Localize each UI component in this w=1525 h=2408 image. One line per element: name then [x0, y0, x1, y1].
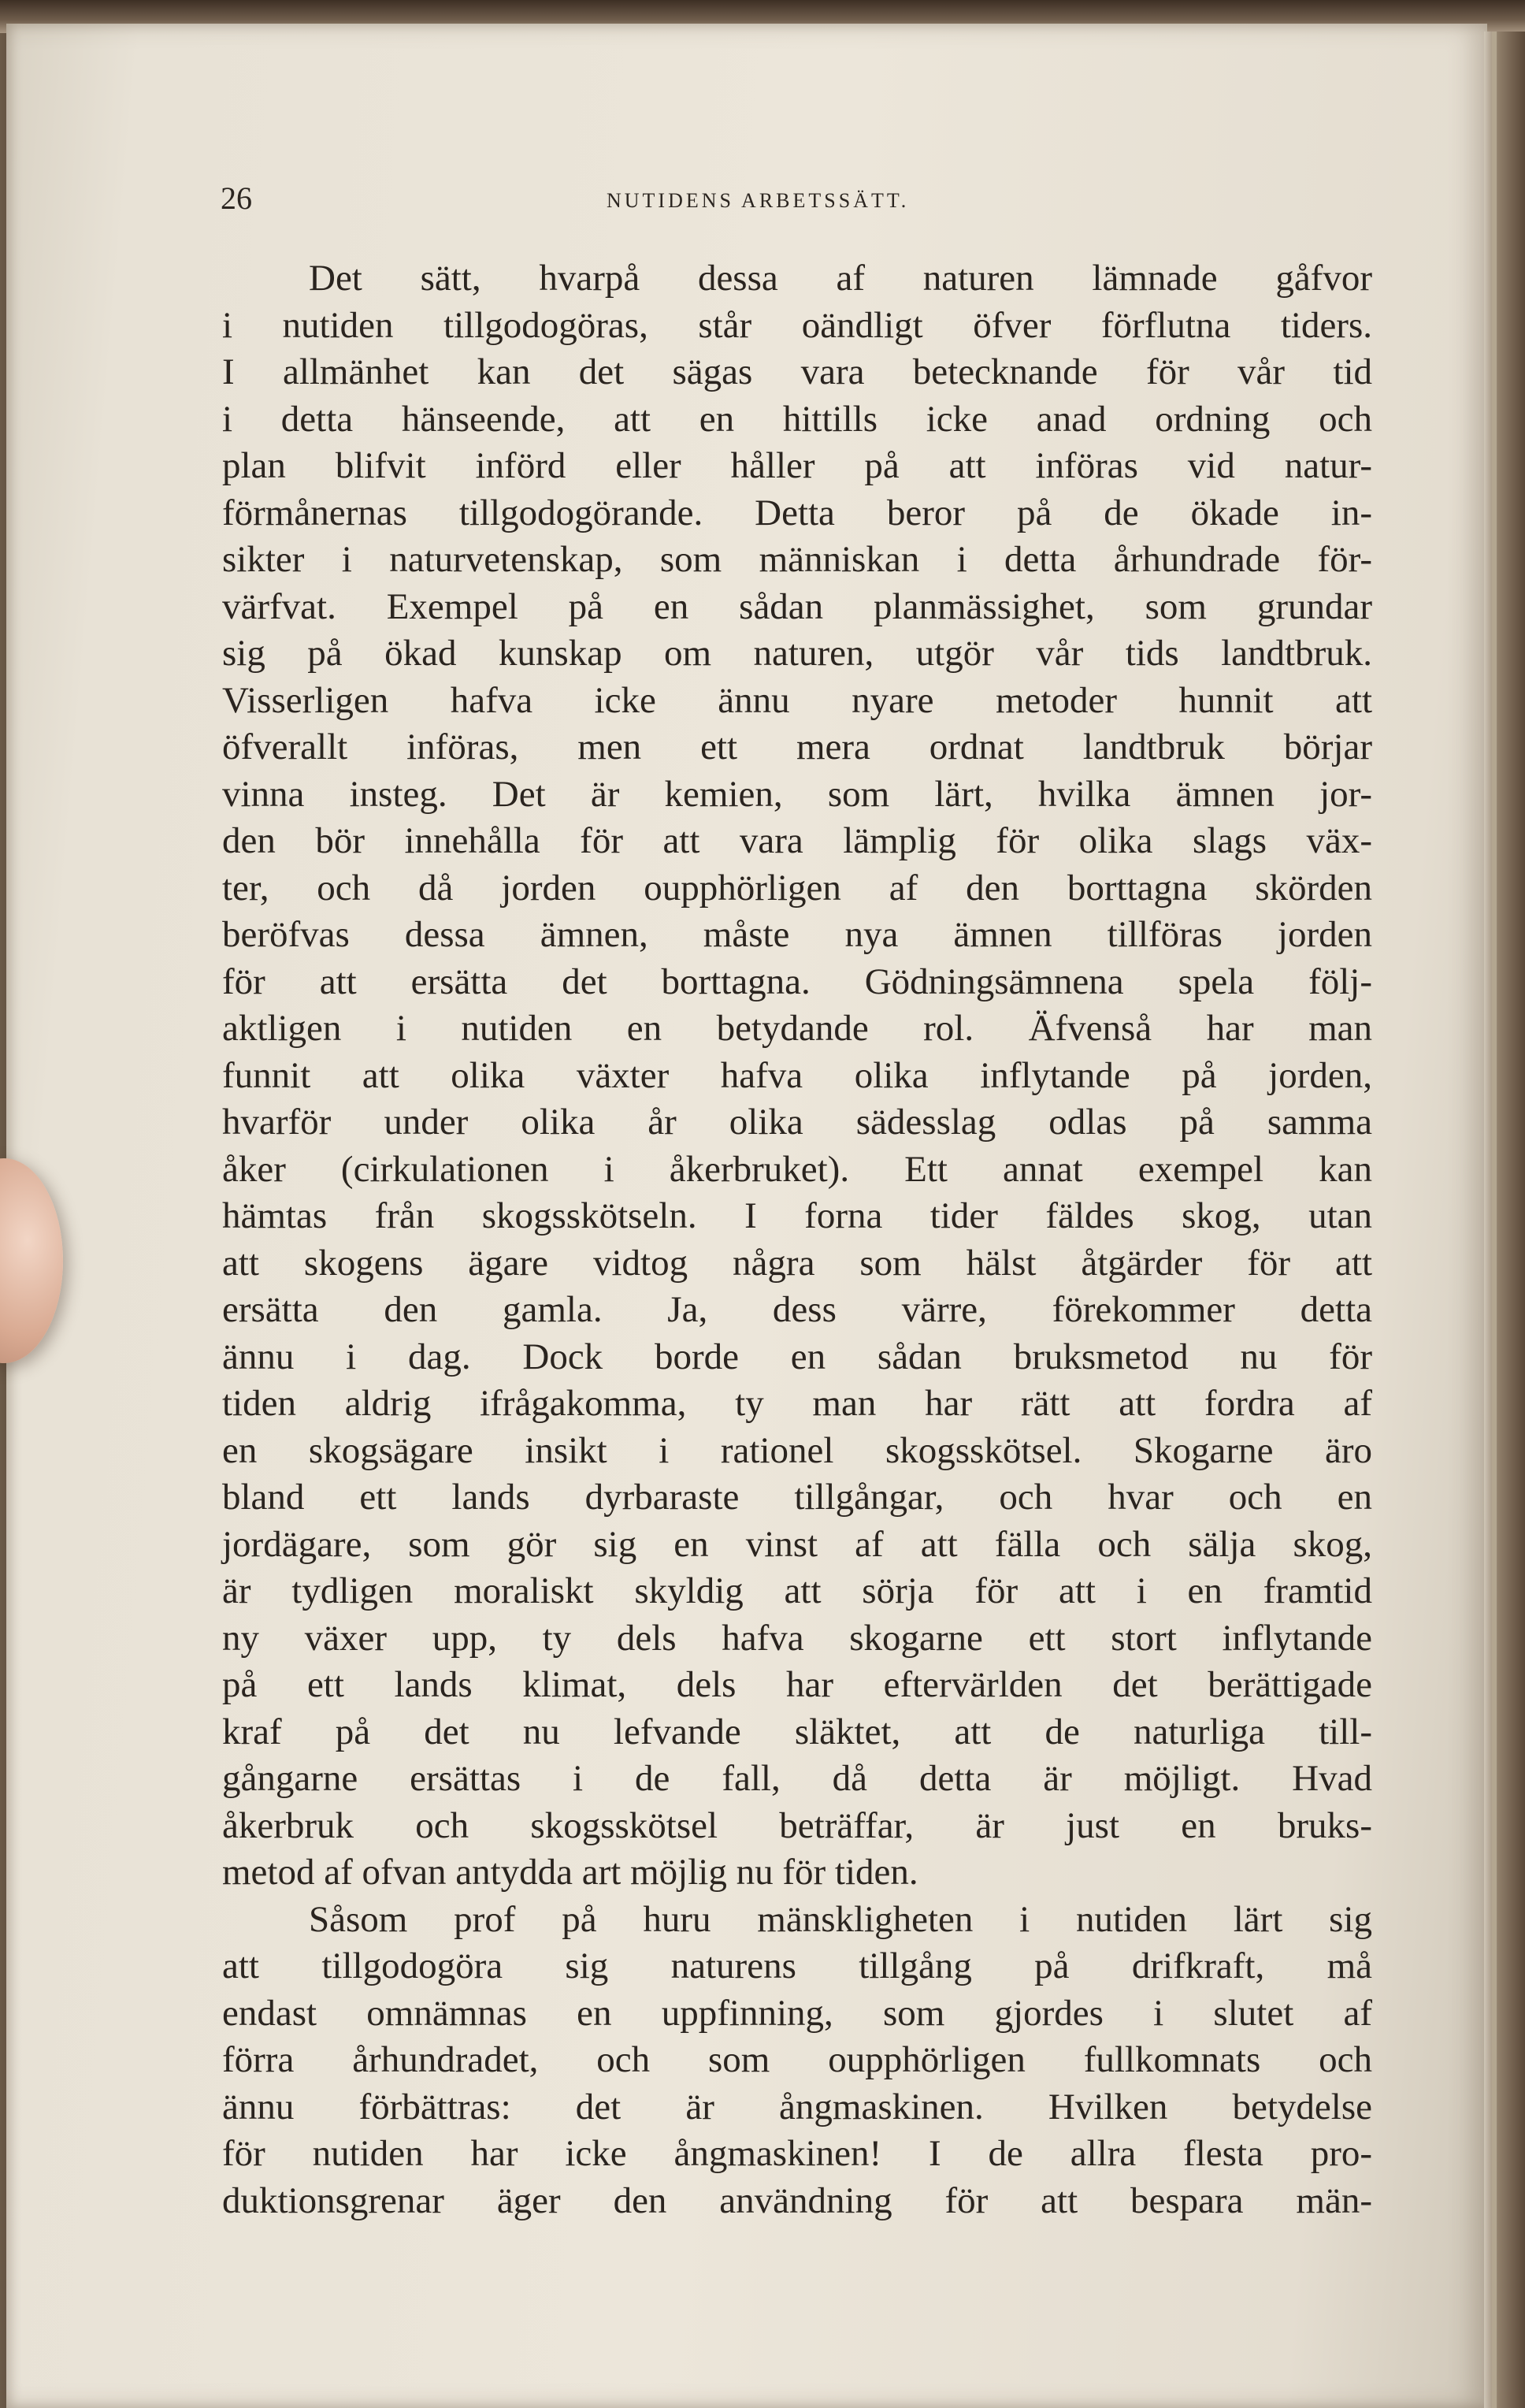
- text-line: kraf på det nu lefvande släktet, att de naturliga till-: [222, 1711, 1372, 1752]
- text-line: bland ett lands dyrbaraste tillgångar, och hvar och en: [222, 1477, 1372, 1518]
- text-line: aktligen i nutiden en betydande rol. Äfvenså har man: [222, 1008, 1372, 1049]
- text-line: förmånernas tillgodogörande. Detta beror på de ökade in-: [222, 492, 1372, 533]
- text-line: den bör innehålla för att vara lämplig för olika slags väx-: [222, 820, 1372, 861]
- text-line: sikter i naturvetenskap, som människan i detta århundrade för-: [222, 539, 1372, 580]
- text-line: funnit att olika växter hafva olika inflytande på jorden,: [222, 1054, 1372, 1096]
- text-line: tiden aldrig ifrågakomma, ty man har rätt att fordra af: [222, 1383, 1372, 1424]
- text-line: åker (cirkulationen i åkerbruket). Ett annat exempel kan: [222, 1148, 1372, 1190]
- text-line: Det sätt, hvarpå dessa af naturen lämnade gåfvor: [309, 258, 1372, 299]
- body-text: [222, 255, 1372, 2224]
- text-line: ännu förbättras: det är ångmaskinen. Hvilken betydelse: [222, 2086, 1372, 2127]
- text-line: ersätta den gamla. Ja, dess värre, förekommer detta: [222, 1289, 1372, 1330]
- text-line: förra århundradet, och som oupphörligen fullkomnats och: [222, 2039, 1372, 2080]
- text-line: endast omnämnas en uppfinning, som gjordes i slutet af: [222, 1992, 1372, 2034]
- text-line: sig på ökad kunskap om naturen, utgör vår tids landtbruk.: [222, 633, 1372, 674]
- facing-page-edge: [1484, 32, 1525, 2408]
- text-line: gångarne ersättas i de fall, då detta är möjligt. Hvad: [222, 1758, 1372, 1799]
- text-line: öfverallt införas, men ett mera ordnat landtbruk börjar: [222, 726, 1372, 767]
- text-line: duktionsgrenar äger den användning för att bespara män-: [222, 2179, 1372, 2221]
- text-line: plan blifvit införd eller håller på att införas vid natur-: [222, 445, 1372, 486]
- text-line: hvarför under olika år olika sädesslag odlas på samma: [222, 1102, 1372, 1143]
- text-line: beröfvas dessa ämnen, måste nya ämnen tillföras jorden: [222, 914, 1372, 955]
- text-line: för att ersätta det borttagna. Gödningsämnena spela följ-: [222, 961, 1372, 1002]
- text-line: åkerbruk och skogsskötsel beträffar, är just en bruks-: [222, 1804, 1372, 1846]
- text-line: hämtas från skogsskötseln. I forna tider fäldes skog, utan: [222, 1195, 1372, 1236]
- text-line: att tillgodogöra sig naturens tillgång på drifkraft, må: [222, 1945, 1372, 1986]
- text-line: Såsom prof på huru mänskligheten i nutiden lärt sig: [309, 1898, 1372, 1940]
- text-line: är tydligen moraliskt skyldig att sörja för att i en framtid: [222, 1570, 1372, 1611]
- text-line: I allmänhet kan det sägas vara betecknande för vår tid: [222, 351, 1372, 392]
- text-line: att skogens ägare vidtog några som hälst åtgärder för att: [222, 1242, 1372, 1284]
- text-line: en skogsägare insikt i rationel skogsskötsel. Skogarne äro: [222, 1429, 1372, 1471]
- text-line: ny växer upp, ty dels hafva skogarne ett stort inflytande: [222, 1617, 1372, 1659]
- text-line: ter, och då jorden oupphörligen af den borttagna skörden: [222, 867, 1372, 909]
- running-head: [221, 180, 1418, 227]
- text-line: vinna insteg. Det är kemien, som lärt, hvilka ämnen jor-: [222, 773, 1372, 815]
- page-number: 26: [221, 180, 252, 216]
- text-line: i nutiden tillgodogöras, står oändligt öfver förflutna tiders.: [222, 304, 1372, 346]
- text-line: i detta hänseende, att en hittills icke anad ordning och: [222, 398, 1372, 440]
- text-line: jordägare, som gör sig en vinst af att fälla och sälja skog,: [222, 1523, 1372, 1565]
- text-line: Visserligen hafva icke ännu nyare metoder hunnit att: [222, 679, 1372, 721]
- text-line: på ett lands klimat, dels har eftervärlden det berättigade: [222, 1664, 1372, 1705]
- running-title: NUTIDENS ARBETSSÄTT.: [607, 189, 910, 212]
- text-line: för nutiden har icke ångmaskinen! I de allra flesta pro-: [222, 2133, 1372, 2174]
- text-line: ännu i dag. Dock borde en sådan bruksmetod nu för: [222, 1336, 1372, 1377]
- text-line: värfvat. Exempel på en sådan planmässighet, som grundar: [222, 585, 1372, 627]
- text-line: metod af ofvan antydda art möjlig nu för tiden.: [222, 1852, 918, 1893]
